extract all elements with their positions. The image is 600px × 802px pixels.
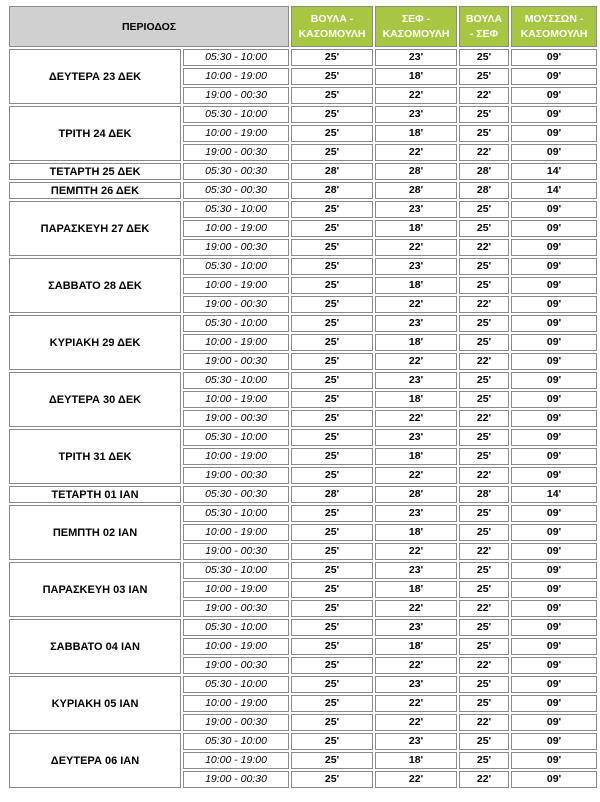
frequency-value: 18' <box>375 277 457 294</box>
frequency-value: 09' <box>511 258 597 275</box>
frequency-value: 25' <box>291 239 373 256</box>
frequency-value: 22' <box>375 410 457 427</box>
frequency-value: 25' <box>291 467 373 484</box>
route-header-sef-kasomouli <box>375 6 457 47</box>
route-header-line: - ΣΕΦ <box>469 27 499 40</box>
frequency-value: 23' <box>375 505 457 522</box>
frequency-value: 23' <box>375 733 457 750</box>
frequency-value: 22' <box>375 600 457 617</box>
frequency-value: 09' <box>511 391 597 408</box>
frequency-value: 25' <box>459 733 509 750</box>
day-label: ΣΑΒΒΑΤΟ 28 ΔΕΚ <box>9 258 181 313</box>
route-header-voula-sef <box>459 6 509 47</box>
frequency-value: 22' <box>459 600 509 617</box>
frequency-value: 25' <box>459 220 509 237</box>
day-label: ΔΕΥΤΕΡΑ 23 ΔΕΚ <box>9 49 181 104</box>
frequency-value: 25' <box>459 372 509 389</box>
table-row <box>9 619 597 636</box>
frequency-value: 09' <box>511 315 597 332</box>
time-slot: 19:00 - 00:30 <box>183 87 289 104</box>
table-body <box>9 49 597 788</box>
frequency-value: 09' <box>511 125 597 142</box>
frequency-value: 23' <box>375 49 457 66</box>
day-label: ΚΥΡΙΑΚΗ 29 ΔΕΚ <box>9 315 181 370</box>
table-row <box>9 163 597 180</box>
frequency-value: 25' <box>459 315 509 332</box>
route-header-line: ΒΟΥΛΑ <box>465 12 503 25</box>
route-header-line: ΚΑΣΟΜΟΥΛΗ <box>520 27 588 40</box>
frequency-value: 09' <box>511 106 597 123</box>
frequency-value: 09' <box>511 220 597 237</box>
frequency-value: 09' <box>511 695 597 712</box>
frequency-value: 22' <box>375 467 457 484</box>
frequency-value: 22' <box>459 771 509 788</box>
table-row <box>9 201 597 218</box>
frequency-value: 18' <box>375 68 457 85</box>
frequency-value: 28' <box>291 182 373 199</box>
frequency-value: 25' <box>459 391 509 408</box>
day-label: ΚΥΡΙΑΚΗ 05 ΙΑΝ <box>9 676 181 731</box>
frequency-value: 25' <box>459 619 509 636</box>
time-slot: 19:00 - 00:30 <box>183 239 289 256</box>
frequency-value: 22' <box>375 695 457 712</box>
frequency-value: 09' <box>511 638 597 655</box>
time-slot: 10:00 - 19:00 <box>183 752 289 769</box>
frequency-value: 23' <box>375 201 457 218</box>
table-row <box>9 106 597 123</box>
frequency-value: 18' <box>375 220 457 237</box>
time-slot: 10:00 - 19:00 <box>183 220 289 237</box>
frequency-value: 23' <box>375 372 457 389</box>
frequency-value: 09' <box>511 334 597 351</box>
day-label: ΠΑΡΑΣΚΕΥΗ 03 ΙΑΝ <box>9 562 181 617</box>
frequency-value: 09' <box>511 505 597 522</box>
frequency-value: 25' <box>291 68 373 85</box>
frequency-value: 22' <box>375 353 457 370</box>
frequency-value: 25' <box>291 429 373 446</box>
frequency-value: 25' <box>291 524 373 541</box>
frequency-value: 28' <box>459 163 509 180</box>
frequency-value: 23' <box>375 676 457 693</box>
time-slot: 19:00 - 00:30 <box>183 353 289 370</box>
frequency-value: 25' <box>291 752 373 769</box>
frequency-value: 25' <box>291 448 373 465</box>
frequency-value: 25' <box>291 315 373 332</box>
time-slot: 19:00 - 00:30 <box>183 600 289 617</box>
frequency-value: 23' <box>375 315 457 332</box>
route-header-voula-kasomouli <box>291 6 373 47</box>
time-slot: 10:00 - 19:00 <box>183 334 289 351</box>
time-slot: 10:00 - 19:00 <box>183 68 289 85</box>
frequency-value: 09' <box>511 87 597 104</box>
frequency-value: 25' <box>459 106 509 123</box>
frequency-value: 25' <box>291 657 373 674</box>
time-slot: 10:00 - 19:00 <box>183 695 289 712</box>
time-slot: 05:30 - 10:00 <box>183 505 289 522</box>
time-slot: 05:30 - 00:30 <box>183 163 289 180</box>
frequency-value: 09' <box>511 429 597 446</box>
frequency-value: 25' <box>291 391 373 408</box>
frequency-value: 25' <box>459 258 509 275</box>
frequency-value: 22' <box>459 144 509 161</box>
frequency-value: 25' <box>291 410 373 427</box>
frequency-value: 25' <box>291 733 373 750</box>
time-slot: 05:30 - 10:00 <box>183 619 289 636</box>
frequency-value: 25' <box>459 277 509 294</box>
frequency-value: 25' <box>459 695 509 712</box>
frequency-value: 18' <box>375 334 457 351</box>
frequency-value: 25' <box>459 125 509 142</box>
frequency-value: 22' <box>375 296 457 313</box>
day-label: ΤΕΤΑΡΤΗ 25 ΔΕΚ <box>9 163 181 180</box>
frequency-value: 09' <box>511 543 597 560</box>
time-slot: 19:00 - 00:30 <box>183 296 289 313</box>
time-slot: 19:00 - 00:30 <box>183 410 289 427</box>
frequency-value: 09' <box>511 296 597 313</box>
time-slot: 10:00 - 19:00 <box>183 524 289 541</box>
frequency-value: 09' <box>511 353 597 370</box>
frequency-value: 25' <box>459 334 509 351</box>
time-slot: 10:00 - 19:00 <box>183 581 289 598</box>
frequency-value: 14' <box>511 486 597 503</box>
day-label: ΤΕΤΑΡΤΗ 01 ΙΑΝ <box>9 486 181 503</box>
time-slot: 19:00 - 00:30 <box>183 714 289 731</box>
frequency-value: 22' <box>375 543 457 560</box>
frequency-value: 09' <box>511 467 597 484</box>
frequency-value: 28' <box>375 163 457 180</box>
frequency-value: 09' <box>511 49 597 66</box>
frequency-value: 25' <box>459 638 509 655</box>
time-slot: 05:30 - 10:00 <box>183 562 289 579</box>
time-slot: 05:30 - 10:00 <box>183 49 289 66</box>
time-slot: 05:30 - 10:00 <box>183 372 289 389</box>
day-label: ΔΕΥΤΕΡΑ 30 ΔΕΚ <box>9 372 181 427</box>
frequency-value: 25' <box>459 448 509 465</box>
time-slot: 05:30 - 10:00 <box>183 258 289 275</box>
frequency-value: 09' <box>511 68 597 85</box>
frequency-value: 25' <box>291 106 373 123</box>
time-slot: 10:00 - 19:00 <box>183 391 289 408</box>
frequency-value: 09' <box>511 448 597 465</box>
frequency-value: 18' <box>375 448 457 465</box>
frequency-value: 25' <box>291 49 373 66</box>
time-slot: 05:30 - 00:30 <box>183 486 289 503</box>
table-row <box>9 258 597 275</box>
frequency-value: 25' <box>459 752 509 769</box>
time-slot: 05:30 - 10:00 <box>183 676 289 693</box>
frequency-value: 28' <box>459 182 509 199</box>
time-slot: 05:30 - 10:00 <box>183 201 289 218</box>
time-slot: 19:00 - 00:30 <box>183 467 289 484</box>
day-label: ΠΕΜΠΤΗ 26 ΔΕΚ <box>9 182 181 199</box>
frequency-value: 22' <box>375 144 457 161</box>
frequency-value: 25' <box>291 144 373 161</box>
frequency-value: 22' <box>459 714 509 731</box>
time-slot: 19:00 - 00:30 <box>183 657 289 674</box>
frequency-value: 09' <box>511 201 597 218</box>
frequency-value: 22' <box>459 239 509 256</box>
frequency-value: 09' <box>511 771 597 788</box>
frequency-value: 25' <box>291 600 373 617</box>
frequency-value: 25' <box>291 296 373 313</box>
route-header-line: ΣΕΦ - <box>401 12 431 25</box>
table-row <box>9 676 597 693</box>
frequency-value: 28' <box>291 163 373 180</box>
route-header-line: ΒΟΥΛΑ - <box>310 12 354 25</box>
route-header-line: ΚΑΣΟΜΟΥΛΗ <box>382 27 450 40</box>
frequency-value: 09' <box>511 600 597 617</box>
frequency-value: 22' <box>375 87 457 104</box>
frequency-value: 09' <box>511 752 597 769</box>
frequency-value: 25' <box>459 676 509 693</box>
frequency-value: 25' <box>459 562 509 579</box>
frequency-value: 25' <box>291 201 373 218</box>
time-slot: 19:00 - 00:30 <box>183 144 289 161</box>
frequency-value: 23' <box>375 258 457 275</box>
frequency-value: 09' <box>511 562 597 579</box>
frequency-value: 28' <box>459 486 509 503</box>
frequency-value: 25' <box>291 562 373 579</box>
frequency-value: 09' <box>511 524 597 541</box>
period-header: ΠΕΡΙΟΔΟΣ <box>9 6 289 47</box>
time-slot: 19:00 - 00:30 <box>183 543 289 560</box>
frequency-value: 22' <box>459 467 509 484</box>
day-label: ΠΕΜΠΤΗ 02 ΙΑΝ <box>9 505 181 560</box>
frequency-value: 09' <box>511 714 597 731</box>
frequency-value: 25' <box>291 581 373 598</box>
day-label: ΤΡΙΤΗ 31 ΔΕΚ <box>9 429 181 484</box>
frequency-value: 25' <box>291 220 373 237</box>
frequency-value: 25' <box>291 505 373 522</box>
frequency-value: 22' <box>375 714 457 731</box>
table-header <box>9 6 597 47</box>
frequency-value: 25' <box>459 201 509 218</box>
frequency-value: 25' <box>459 68 509 85</box>
time-slot: 05:30 - 10:00 <box>183 315 289 332</box>
frequency-value: 18' <box>375 125 457 142</box>
frequency-value: 18' <box>375 638 457 655</box>
frequency-value: 18' <box>375 581 457 598</box>
frequency-value: 25' <box>459 524 509 541</box>
frequency-value: 22' <box>459 296 509 313</box>
frequency-value: 22' <box>459 657 509 674</box>
frequency-value: 22' <box>459 353 509 370</box>
frequency-value: 25' <box>459 581 509 598</box>
frequency-value: 14' <box>511 182 597 199</box>
frequency-value: 28' <box>375 486 457 503</box>
frequency-value: 23' <box>375 106 457 123</box>
table-row <box>9 315 597 332</box>
day-label: ΣΑΒΒΑΤΟ 04 ΙΑΝ <box>9 619 181 674</box>
day-label: ΤΡΙΤΗ 24 ΔΕΚ <box>9 106 181 161</box>
frequency-value: 18' <box>375 752 457 769</box>
frequency-value: 09' <box>511 676 597 693</box>
frequency-value: 18' <box>375 524 457 541</box>
frequency-value: 28' <box>375 182 457 199</box>
route-header-moussson-kasomouli <box>511 6 597 47</box>
frequency-value: 22' <box>375 771 457 788</box>
frequency-value: 25' <box>291 277 373 294</box>
frequency-value: 09' <box>511 657 597 674</box>
route-header-line: ΚΑΣΟΜΟΥΛΗ <box>298 27 366 40</box>
schedule-table <box>7 4 599 790</box>
frequency-value: 22' <box>375 239 457 256</box>
frequency-value: 25' <box>459 505 509 522</box>
frequency-value: 09' <box>511 733 597 750</box>
frequency-value: 28' <box>291 486 373 503</box>
frequency-value: 25' <box>291 353 373 370</box>
time-slot: 10:00 - 19:00 <box>183 125 289 142</box>
frequency-value: 18' <box>375 391 457 408</box>
table-row <box>9 505 597 522</box>
frequency-value: 22' <box>459 410 509 427</box>
table-row <box>9 372 597 389</box>
frequency-value: 09' <box>511 619 597 636</box>
frequency-value: 25' <box>291 334 373 351</box>
frequency-value: 25' <box>291 258 373 275</box>
frequency-value: 25' <box>291 372 373 389</box>
frequency-value: 09' <box>511 581 597 598</box>
frequency-value: 09' <box>511 410 597 427</box>
frequency-value: 09' <box>511 144 597 161</box>
frequency-value: 25' <box>291 125 373 142</box>
frequency-value: 23' <box>375 429 457 446</box>
frequency-value: 25' <box>291 87 373 104</box>
table-row <box>9 733 597 750</box>
frequency-value: 25' <box>291 543 373 560</box>
time-slot: 10:00 - 19:00 <box>183 448 289 465</box>
time-slot: 05:30 - 00:30 <box>183 182 289 199</box>
frequency-value: 09' <box>511 277 597 294</box>
frequency-value: 09' <box>511 239 597 256</box>
frequency-value: 22' <box>459 87 509 104</box>
frequency-value: 22' <box>375 657 457 674</box>
frequency-value: 23' <box>375 619 457 636</box>
table-row <box>9 429 597 446</box>
frequency-value: 25' <box>291 676 373 693</box>
table-row <box>9 182 597 199</box>
table-row <box>9 562 597 579</box>
day-label: ΔΕΥΤΕΡΑ 06 ΙΑΝ <box>9 733 181 788</box>
time-slot: 19:00 - 00:30 <box>183 771 289 788</box>
frequency-value: 25' <box>291 638 373 655</box>
time-slot: 05:30 - 10:00 <box>183 106 289 123</box>
table-row <box>9 49 597 66</box>
frequency-value: 25' <box>291 714 373 731</box>
frequency-value: 25' <box>459 49 509 66</box>
route-header-line: ΜΟΥΣΣΩΝ - <box>524 12 584 25</box>
day-label: ΠΑΡΑΣΚΕΥΗ 27 ΔΕΚ <box>9 201 181 256</box>
frequency-value: 25' <box>291 695 373 712</box>
frequency-value: 22' <box>459 543 509 560</box>
table-row <box>9 486 597 503</box>
frequency-value: 23' <box>375 562 457 579</box>
time-slot: 10:00 - 19:00 <box>183 277 289 294</box>
frequency-value: 09' <box>511 372 597 389</box>
time-slot: 10:00 - 19:00 <box>183 638 289 655</box>
time-slot: 05:30 - 10:00 <box>183 733 289 750</box>
frequency-value: 25' <box>459 429 509 446</box>
frequency-value: 14' <box>511 163 597 180</box>
frequency-value: 25' <box>291 771 373 788</box>
frequency-value: 25' <box>291 619 373 636</box>
time-slot: 05:30 - 10:00 <box>183 429 289 446</box>
header-row <box>9 6 597 47</box>
